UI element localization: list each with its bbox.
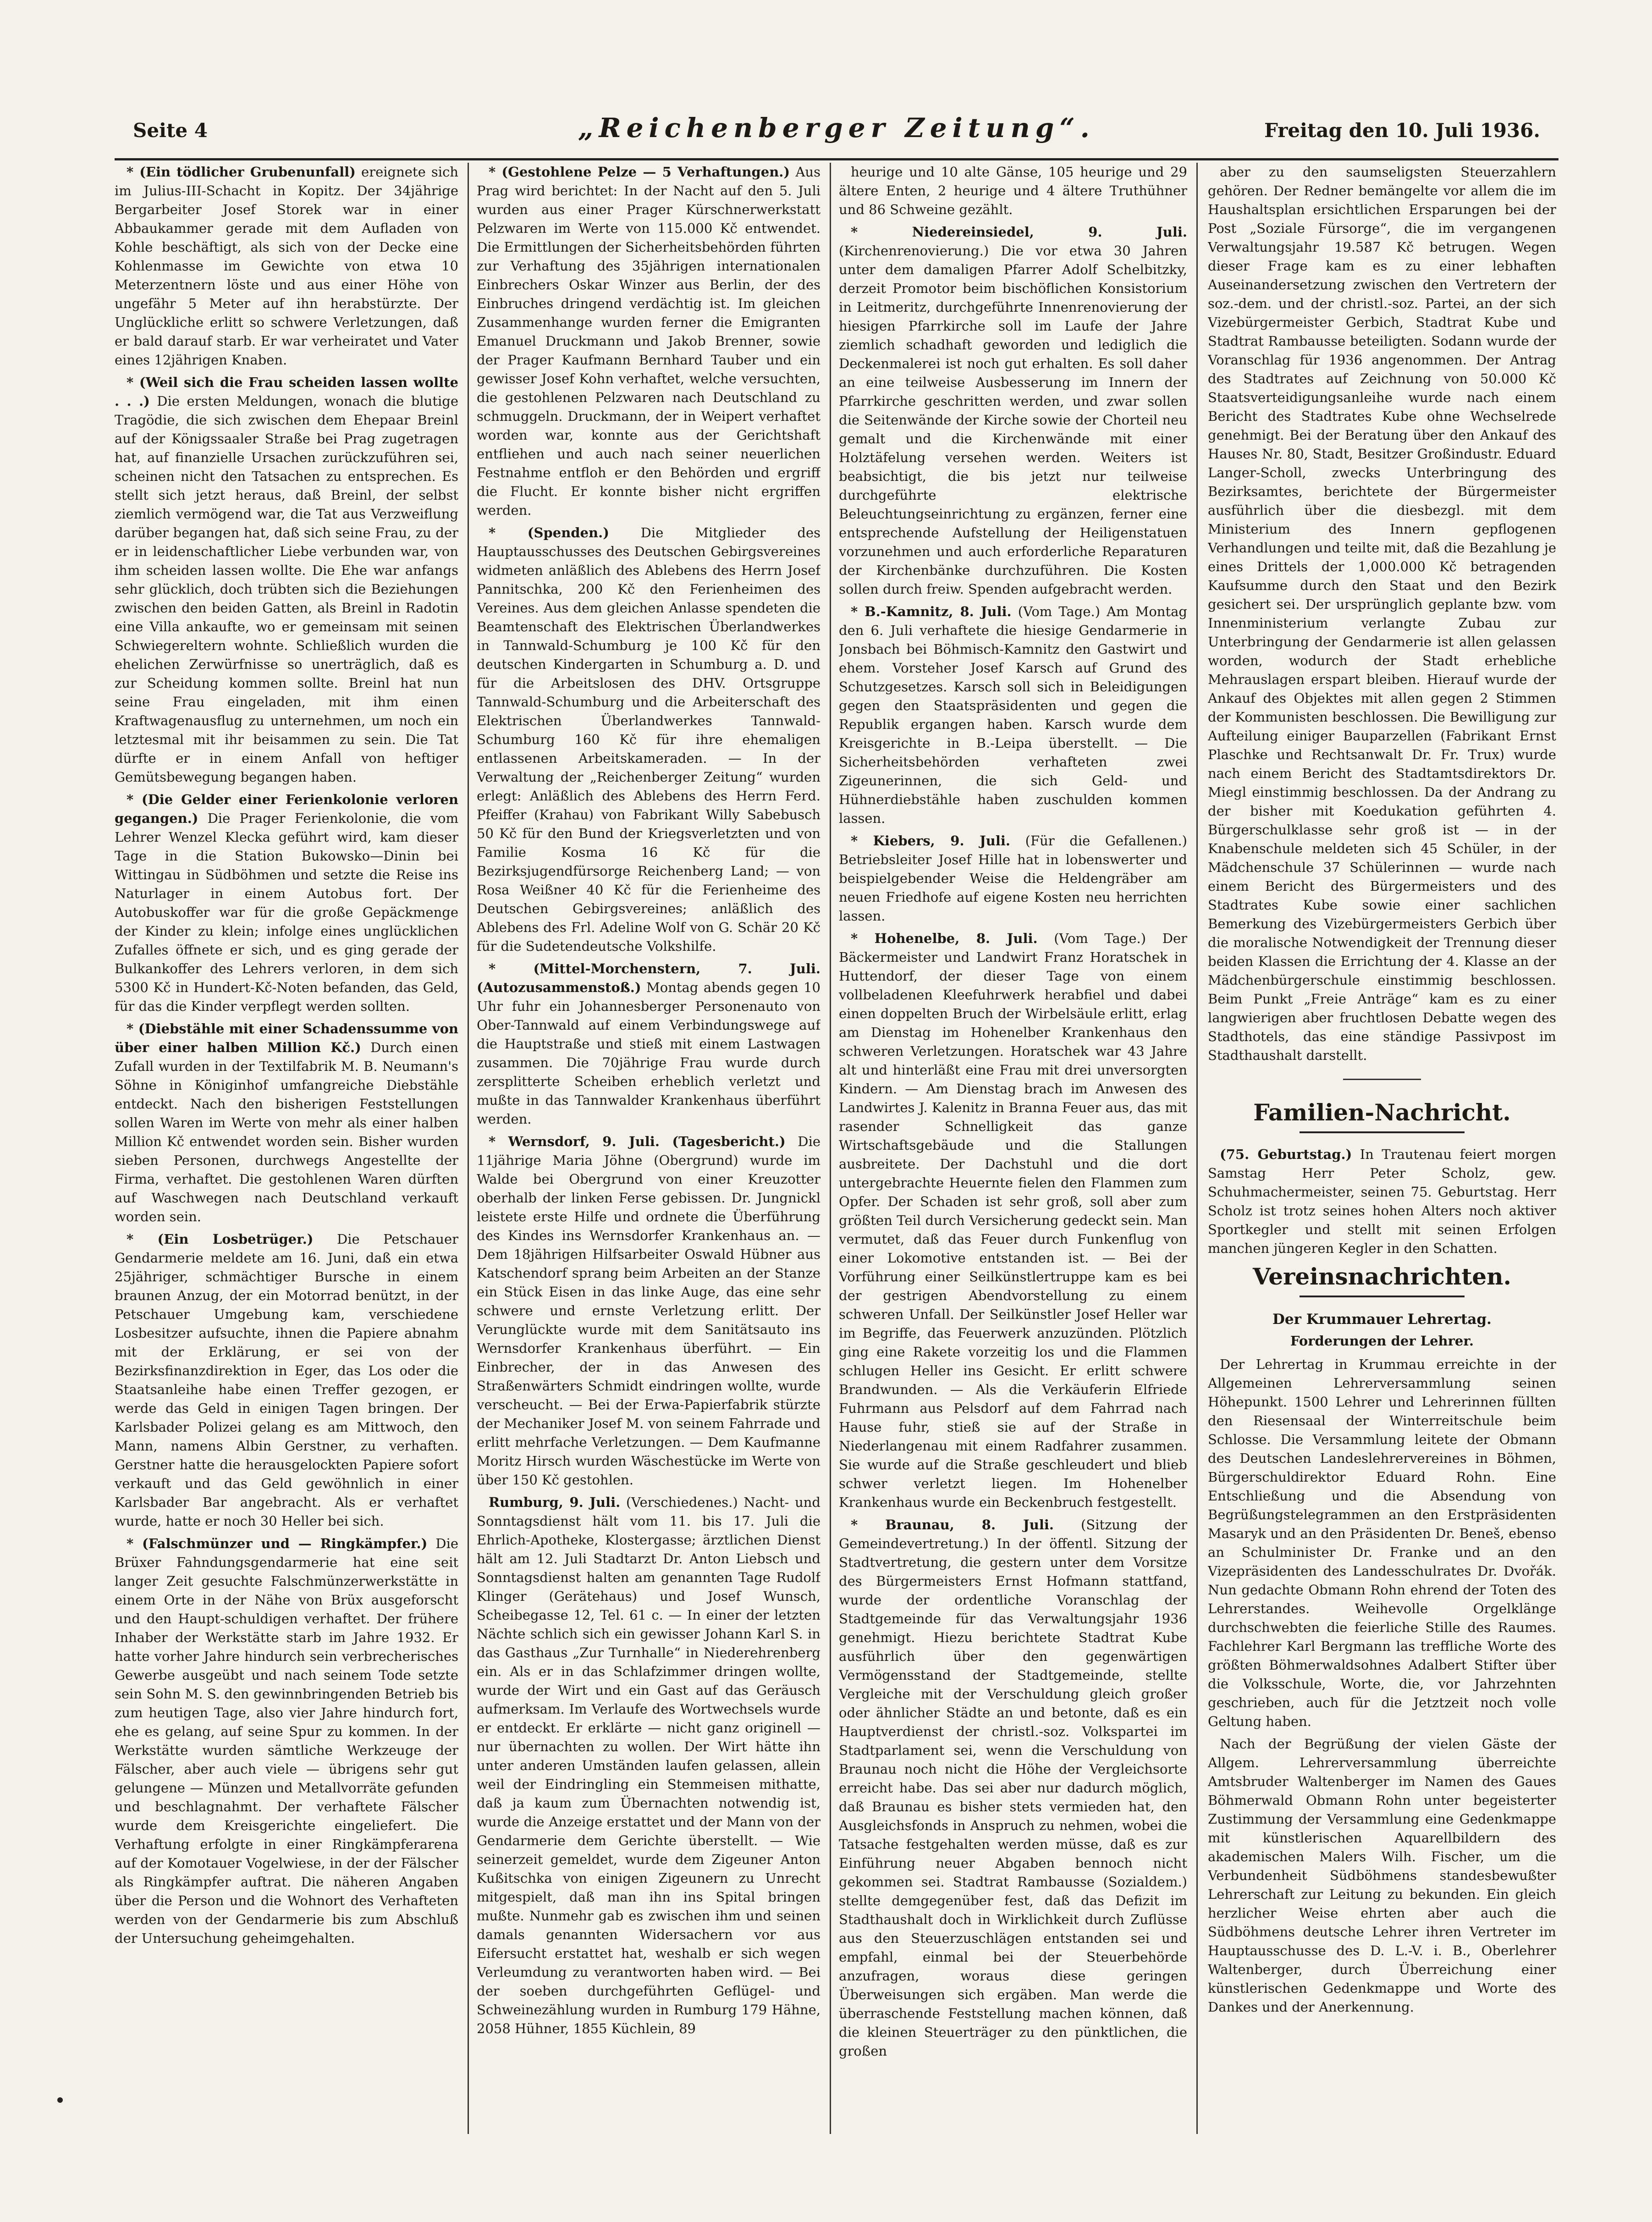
article-headline: * Niedereinsiedel, 9. Juli. (851, 224, 1187, 240)
column-divider (468, 163, 469, 2134)
column-4-news (1208, 163, 1556, 1065)
article-headline: * (Diebstähle mit einer Schadenssumme von über einer halben Million Kč.) (115, 1021, 458, 1055)
article-text: (Vom Tage.) Der Bäckermeister und Landwirt Franz Horatschek in Huttendorf, der dieser Tage von einem vollbeladenen Kleefuhrwerk herabfiel und dabei einen doppelten Bruch der Wirbelsäule erlitt, erlag am Dienstag im Hohenelber Krankenhaus den schweren Verletzungen. Horatschek war 43 Jahre alt und hinterläßt eine Frau mit drei unversorgten Kindern. — Am Dienstag brach im Anwesen des Landwirtes J. Kalenitz in Branna Feuer aus, das mit rasender Schnelligkeit das ganze Wirtschaftsgebäude und die Stallungen ausbreitete. Der Dachstuhl und die dort untergebrachte Heuernte fielen den Flammen zum Opfer. Der Schaden ist sehr groß, soll aber zum größten Teil durch Versicherung gedeckt sein. Man vermutet, daß das Feuer durch Funkenflug von einer Lokomotive entstanden ist. — Bei der Vorführung einer Seilkünstlertruppe kam es bei der gestrigen Abendvorstellung zu einem schweren Unfall. Der Seilkünstler Josef Heller war im Begriffe, das Feuerwerk anzuzünden. Plötzlich ging eine Rakete vorzeitig los und die Flammen schlugen Heller ins Gesicht. Er erlitt schwere Brandwunden. — Als die Verkäuferin Elfriede Fuhrmann aus Pelsdorf auf dem Fahrrad nach Hause fuhr, stieß sie auf der Straße in Niederlangenau mit einem Radfahrer zusammen. Sie wurde auf die Straße geschleudert und blieb schwer verletzt liegen. Im Hohenelber Krankenhaus wurde ein Beckenbruch festgestellt. (839, 931, 1187, 1510)
club-news-body (1208, 1355, 1556, 2017)
article-paragraph (115, 790, 458, 1016)
page-number: Seite 4 (133, 119, 208, 142)
family-news-paragraph (1208, 1145, 1556, 1258)
article-headline: * (Mittel-Morchenstern, 7. Juli. (Autozusammenstoß.) (477, 961, 820, 995)
column-1 (115, 163, 458, 2134)
article-headline: * B.-Kamnitz, 8. Juli. (851, 604, 1012, 619)
article-paragraph (477, 959, 820, 1129)
article-paragraph (115, 1534, 458, 1948)
article-text: Durch einen Zufall wurden in der Textilfabrik M. B. Neumann's Söhne in Königinhof umfangreiche Diebstähle entdeckt. Nach den bisherigen Feststellungen sollen Waren im Werte von mehr als einer halben Million Kč entwendet worden sein. Bisher wurden sieben Personen, durchwegs Angestellte der Firma, verhaftet. Die gestohlenen Waren dürften auf Waschwegen nach Deutschland verkauft worden sein. (115, 1040, 458, 1224)
article-text: (Verschiedenes.) Nacht- und Sonntagsdienst hält vom 11. bis 17. Juli die Ehrlich-Apotheke, Klostergasse; ärztlichen Dienst hält am 12. Juli Stadtarzt Dr. Anton Liebsch und Sonntagsdienst halten am genannten Tage Rudolf Klinger (Gerätehaus) und Josef Wunsch, Scheibegasse 12, Tel. 61 c. — In einer der letzten Nächte schlich sich ein gewisser Johann Karl S. in das Gasthaus „Zur Turnhalle“ in Niederehrenberg ein. Als er in das Schlafzimmer dringen wollte, wurde der Wirt und ein Gast auf das Geräusch aufmerksam. Im Verlaufe des Wortwechsels wurde er entdeckt. Er erklärte — nicht ganz originell — nur übernachten zu wollen. Der Wirt hätte ihn unter anderen Umständen laufen gelassen, allein weil der Eindringling ein Stemmeisen mithatte, daß ja kaum zum Übernachten notwendig ist, wurde die Anzeige erstattet und der Mann von der Gendarmerie dem Gerichte überstellt. — Wie seinerzeit gemeldet, wurde dem Zigeuner Anton Kußitschka von einigen Zigeunern zu Unrecht mitgespielt, daß man ihn ins Spital bringen mußte. Nunmehr gab es zwischen ihm und seinen damals genannten Widersachern vor aus Eifersucht erstattet hat, weshalb er sich wegen Verleumdung zu verantworten haben wird. — Bei der soeben durchgeführten Geflügel- und Schweinezählung wurden in Rumburg 179 Hähne, 2058 Hühner, 1855 Küchlein, 89 (477, 1494, 820, 2036)
newspaper-title: „Reichenberger Zeitung“. (578, 112, 1095, 143)
article-paragraph (477, 524, 820, 956)
article-headline: * (Weil sich die Frau scheiden lassen wollte . . .) (115, 375, 458, 409)
article-paragraph (477, 163, 820, 520)
article-text: (Kirchenrenovierung.) Die vor etwa 30 Jahren unter dem damaligen Pfarrer Adolf Schelbitzky, derzeit Promotor beim bischöflichen Konsistorium in Leitmeritz, durchgeführte Innenrenovierung der hiesigen Pfarrkirche soll im Laufe der Jahre ziemlich schadhaft geworden und lediglich die Deckenmalerei ist noch gut erhalten. Es soll daher an eine teilweise Ausbesserung im Innern der Pfarrkirche geschritten werden, und zwar sollen die Seitenwände der Kirche sowie der Chorteil neu gemalt und die Kirchenwände mit einer Holztäfelung versehen werden. Weiters ist beabsichtigt, die bis jetzt nur teilweise durchgeführte elektrische Beleuchtungseinrichtung zu ergänzen, ferner eine entsprechende Aufstellung der Heiligenstatuen vorzunehmen und auch erforderliche Reparaturen der Kirchenbänke durchzuführen. Die Kosten sollen durch freiw. Spenden aufgebracht werden. (839, 243, 1187, 597)
article-headline: * (Ein tödlicher Grubenunfall) (127, 164, 356, 180)
club-news-paragraph: Der Lehrertag in Krummau erreichte in der Allgemeinen Lehrerversammlung seinen Höhepunkt. 1500 Lehrer und Lehrerinnen füllten den Riesensaal der Winterreitschule beim Schlosse. Die Versammlung leitete der Obmann des Deutschen Landeslehrervereines in Böhmen, Bürgerschuldirektor Eduard Rohn. Eine Entschließung und die Absendung von Begrüßungstelegrammen an den Erstpräsidenten Masaryk und an den Präsidenten Dr. Beneš, ebenso an Schulminister Dr. Franke und an den Vizepräsidenten des Landesschulrates Dr. Dvořák. Nun gedachte Obmann Rohn ehrend der Toten des Lehrerstandes. Weihevolle Orgelklänge durchschwebten die feierliche Stille des Raumes. Fachlehrer Karl Bergmann las treffliche Worte des größten Böhmerwaldsohnes Adalbert Stifter über die Volksschule, Worte, die, vor Jahrzehnten geschrieben, auch für die Jetztzeit noch volle Geltung haben. (1208, 1356, 1556, 1729)
article-paragraph (477, 1493, 820, 2038)
article-headline: Rumburg, 9. Juli. (489, 1494, 621, 1510)
column-divider (830, 163, 831, 2134)
column-divider (1196, 163, 1198, 2134)
article-headline: * (Falschmünzer und — Ringkämpfer.) (127, 1536, 428, 1551)
article-text: heurige und 10 alte Gänse, 105 heurige und 29 ältere Enten, 2 heurige und 4 ältere Truthühner und 86 Schweine gezählt. (839, 164, 1187, 217)
club-news-subsubtitle: Forderungen der Lehrer. (1290, 1333, 1474, 1349)
article-paragraph (839, 929, 1187, 1512)
article-paragraph (839, 1516, 1187, 2061)
article-headline: * Wernsdorf, 9. Juli. (Tagesbericht.) (489, 1134, 786, 1149)
article-headline: * Braunau, 8. Juli. (851, 1517, 1054, 1533)
column-3 (839, 163, 1187, 2134)
article-text: aber zu den saumseligsten Steuerzahlern gehören. Der Redner bemängelte vor allem die im Haushaltsplan ersichtlichen Ersparungen bei der Post „Soziale Fürsorge“, die im vergangenen Verwaltungsjahr 19.587 Kč betrugen. Wegen dieser Frage kam es zu einer lebhaften Auseinandersetzung zwischen den Vertretern der soz.-dem. und der christl.-soz. Partei, an der sich Vizebürgermeister Gerbich, Stadtrat Kube und Stadtrat Rambausse beteiligten. Sodann wurde der Voranschlag für 1936 angenommen. Der Antrag des Stadtrates auf Zeichnung von 50.000 Kč Staatsverteidigungsanleihe wurde nach einem Bericht des Stadtrates Kube ohne Wechselrede genehmigt. Bei der Beratung über den Ankauf des Hauses Nr. 80, Stadt, Besitzer Großindustr. Eduard Langer-Scholl, zwecks Unterbringung des Bezirksamtes, berichtete der Bürgermeister ausführlich über die diesbezgl. mit dem Ministerium des Innern gepflogenen Verhandlungen und teilte mit, daß die Bezahlung je eines Drittels der 1,000.000 Kč betragenden Kaufsumme durch den Staat und den Bezirk gesichert sei. Der ursprünglich geplante bzw. vom Innenministerium verlangte Zubau zur Unterbringung der Gendarmerie ist allen gelassen worden, wodurch der Stadt erhebliche Mehrauslagen erspart bleiben. Hierauf wurde der Ankauf des Objektes mit allen gegen 2 Stimmen der Kommunisten beschlossen. Die Bewilligung zur Aufteilung einiger Bauparzellen (Fabrikant Ernst Plaschke und Rechtsanwalt Dr. Fr. Trux) wurde nach einem Bericht des Stadtamtsdirektors Dr. Miegl einstimmig beschlossen. Da der Andrang zu der bisher mit Koedukation geführten 4. Bürgerschulklasse sehr groß ist — in der Knabenschule meldeten sich 45 Schüler, in der Mädchenschule 37 Schülerinnen — wurde nach einem Bericht des Bürgermeisters und des Stadtrates Kube sowie einer sachlichen Bemerkung des Vizebürgermeisters Gerbich über die moralische Notwendigkeit der Trennung dieser beiden Klassen die Errichtung der 4. Klasse an der Mädchenbürgerschule einstimmig beschlossen. Beim Punkt „Freie Anträge“ kam es zu einer langwierigen aber fruchtlosen Debatte wegen des Stadthotels, das eine ständige Passivpost im Stadthaushalt darstellt. (1208, 164, 1556, 1063)
family-news-title: Familien-Nachricht. (1253, 1099, 1511, 1126)
article-headline: * Hohenelbe, 8. Juli. (851, 931, 1038, 946)
column-4 (1208, 163, 1556, 2134)
club-news-subtitle: Der Krummauer Lehrertag. (1272, 1311, 1492, 1328)
article-headline: * (Gestohlene Pelze — 5 Verhaftungen.) (489, 164, 790, 180)
article-text: ereignete sich im Julius-III-Schacht in Kopitz. Der 34jährige Bergarbeiter Josef Storek war in einer Abbaukammer gerade mit dem Aufladen von Kohle beschäftigt, als sich von der Decke eine Kohlenmasse im Gewichte von etwa 10 Meterzentnern löste und aus einer Höhe von ungefähr 5 Meter auf ihn herabstürzte. Der Unglückliche erlitt so schwere Verletzungen, daß er bald darauf starb. Er war verheiratet und Vater eines 12jährigen Knaben. (115, 164, 458, 368)
article-text: Die Petschauer Gendarmerie meldete am 16. Juni, daß ein etwa 25jähriger, schmächtiger Bursche in einem braunen Anzug, der ein Motorrad benützt, in der Petschauer Umgebung kam, verschiedene Losbesitzer aufsuchte, ihnen die Papiere abnahm mit der Erklärung, er sei von der Bezirksfinanzdirektion in Eger, das Los oder die Staatsanleihe habe einen Treffer gezogen, er werde das Geld in einigen Tagen bringen. Der Karlsbader Polizei gelang es am Mittwoch, den Mann, namens Albin Gerstner, zu verhaften. Gerstner hatte die herausgelockten Papiere sofort verkauft und das Geld gewöhnlich in einer Karlsbader Bar angebracht. Als er verhaftet wurde, hatte er noch 30 Heller bei sich. (115, 1231, 458, 1529)
article-text: (Vom Tage.) Am Montag den 6. Juli verhaftete die hiesige Gendarmerie in Jonsbach bei Böhmisch-Kamnitz den Gastwirt und ehem. Vorsteher Josef Karsch auf Grund des Schutzgesetzes. Karsch soll sich in Beleidigungen gegen den Staatspräsidenten und gegen die Republik ergangen haben. Karsch wurde dem Kreisgerichte in B.-Leipa überstellt. — Die Sicherheitsbehörden verhafteten zwei Zigeunerinnen, die sich Geld- und Hühnerdiebstähle haben zuschulden kommen lassen. (839, 604, 1187, 826)
article-paragraph (115, 163, 458, 369)
article-paragraph (115, 373, 458, 787)
article-text: Die Brüxer Fahndungsgendarmerie hat eine seit langer Zeit gesuchte Falschmünzerwerkstätte in einem Orte in der Nähe von Brüx ausgeforscht und den Haupt-schuldigen verhaftet. Der frühere Inhaber der Werkstätte starb im Jahre 1932. Er hatte vorher Jahre hindurch sein verbrecherisches Gewerbe ausgeübt und nach seinem Tode setzte sein Sohn M. S. den gewinnbringenden Betrieb bis zum heutigen Tage, also vier Jahre hindurch fort, ehe es gelang, auf seine Spur zu kommen. In der Werkstätte wurden sämtliche Werkzeuge der Fälscher, aber auch viele — übrigens sehr gut gelungene — Münzen und Metallvorräte gefunden und beschlagnahmt. Der verhaftete Fälscher wurde dem Kreisgerichte eingeliefert. Die Verhaftung erfolgte in einer Ringkämpferarena auf der Komotauer Vogelwiese, in der der Fälscher als Ringkämpfer auftrat. Die näheren Angaben über die Person und die Wohnort des Verhafteten werden von der Gendarmerie bis zum Abschluß der Untersuchung geheimgehalten. (115, 1536, 458, 1946)
club-news-paragraph: Nach der Begrüßung der vielen Gäste der Allgem. Lehrerversammlung überreichte Amtsbruder Waltenberger im Namen des Gaues Böhmerwald Obmann Rohn unter begeisterter Zustimmung der Versammlung eine Gedenkmappe mit künstlerischen Aquarellbildern des akademischen Malers Wilh. Fischer, um die Verbundenheit Südböhmens standesbewußter Lehrerschaft zur Leitung zu bekunden. Ein gleich herzlicher Weise ehrten aber auch die Südböhmens deutsche Lehrer ihren Vertreter im Hauptausschusse des D. L.-V. i. B., Oberlehrer Waltenberger, durch Überreichung einer künstlerischen Gedenkmappe und Worte des Dankes und der Anerkennung. (1208, 1736, 1556, 2015)
article-columns (115, 163, 1558, 2134)
article-text: Die Mitglieder des Hauptausschusses des Deutschen Gebirgsvereines widmeten anläßlich des Ablebens des Herrn Josef Pannitschka, 200 Kč den Ferienheimen des Vereines. Aus dem gleichen Anlasse spendeten die Beamtenschaft des Elektrischen Überlandwerkes in Tannwald-Schumburg je 100 Kč für den deutschen Kindergarten in Schumburg a. D. und für die Arbeitslosen des DHV. Ortsgruppe Tannwald-Schumburg und die Arbeiterschaft des Elektrischen Überlandwerkes Tannwald-Schumburg 160 Kč für ihre ehemaligen entlassenen Arbeitskameraden. — In der Verwaltung der „Reichenberger Zeitung“ wurden erlegt: Anläßlich des Ablebens des Herrn Ferd. Pfeiffer (Krahau) von Fabrikant Willy Sabebusch 50 Kč für den Bund der Kriegsverletzten und von Familie Kosma 16 Kč für die Bezirksjugendfürsorge Reichenberg Land; — von Rosa Weißner 40 Kč für die Ferienheime des Deutschen Gebirgsvereines; anläßlich des Ablebens des Frl. Adeline Wolf von G. Schär 20 Kč für die Sudetendeutsche Volkshilfe. (477, 525, 820, 954)
article-text: (Für die Gefallenen.) Betriebsleiter Josef Hille hat in lobenswerter und beispielgebender Weise die Heldengräber am neuen Friedhofe auf eigene Kosten neu herrichten lassen. (839, 833, 1187, 924)
article-paragraph (839, 163, 1187, 219)
article-paragraph (839, 832, 1187, 926)
article-text: (Sitzung der Gemeindevertretung.) In der öffentl. Sitzung der Stadtvertretung, die gestern unter dem Vorsitze des Bürgermeisters Ernst Hofmann stattfand, wurde der ordentliche Voranschlag der Stadtgemeinde für das Verwaltungsjahr 1936 genehmigt. Hiezu berichtete Stadtrat Kube ausführlich über den gegenwärtigen Vermögensstand der Stadtgemeinde, stellte Vergleiche mit der Verschuldung gleich großer oder ähnlicher Städte an und betonte, daß es ein Hauptverdienst der christl.-soz. Volkspartei im Stadtparlament sei, wenn die Verschuldung von Braunau noch nicht die Höhe der Vergleichsorte erreicht habe. Das sei aber nur dadurch möglich, daß Braunau es bisher stets vermieden hat, den Ausgleichsfonds in Anspruch zu nehmen, wobei die Tatsache festgehalten werden müsse, daß es zur Einführung neuer Abgaben bennoch nicht gekommen sei. Stadtrat Rambausse (Sozialdem.) stellte demgegenüber fest, daß das Defizit im Stadthaushalt doch in Wirklichkeit durch Zuflüsse aus den Steuerzuschlägen entstanden sei und empfahl, einmal bei der Steuerbehörde anzufragen, woraus diese geringen Überweisungen sich ergäben. Man werde die überraschende Feststellung machen können, daß die kleinen Steuerträger zu den pünktlichen, die großen (839, 1517, 1187, 2059)
article-headline: * (Spenden.) (489, 525, 609, 540)
article-text: Die 11jährige Maria Jöhne (Obergrund) wurde im Walde bei Obergrund von einer Kreuzotter oberhalb der linken Ferse gebissen. Dr. Jungnickl leistete erste Hilfe und ordnete die Überführung des Kindes ins Wernsdorfer Krankenhaus an. — Dem 18jährigen Hilfsarbeiter Oswald Hübner aus Katschendorf sprang beim Arbeiten an der Stanze ein Stück Eisen in das linke Auge, das eine sehr schwere und ernste Verletzung erlitt. Der Verunglückte wurde mit dem Sanitätsauto ins Wernsdorfer Krankenhaus überführt. — Ein Einbrecher, der in das Anwesen des Straßenwärters Schmidt eindringen wollte, wurde verscheucht. — Bei der Erwa-Papierfabrik stürzte der Mechaniker Josef M. von seinem Fahrrade und erlitt mehrfache Verletzungen. — Dem Kaufmanne Moritz Hirsch wurden Wäschestücke im Werte von über 150 Kč gestohlen. (477, 1134, 820, 1488)
issue-date: Freitag den 10. Juli 1936. (1264, 119, 1540, 142)
article-paragraph (115, 1020, 458, 1226)
title-underline (1300, 1296, 1465, 1297)
masthead (115, 103, 1558, 160)
article-text: Die Prager Ferienkolonie, die vom Lehrer Wenzel Klecka geführt wird, kam dieser Tage in die Station Bukowsko—Dinin bei Wittingau in Südböhmen und setzte die Reise ins Naturlager in einem Autobus fort. Der Autobuskoffer war für die große Gepäckmenge der Kinder zu klein; infolge eines unglücklichen Zufalles öffnete er sich, und es ging gerade der Bulkankoffer des Lehrers verloren, in dem sich 5300 Kč in Hundert-Kč-Noten befanden, das Geld, für das die Kinder verpflegt werden sollten. (115, 811, 458, 1014)
article-paragraph (839, 602, 1187, 828)
article-paragraph (1208, 163, 1556, 1065)
article-paragraph (839, 223, 1187, 599)
article-text: Aus Prag wird berichtet: In der Nacht auf den 5. Juli wurden aus einer Prager Kürschnerwerkstatt Pelzwaren im Werte von 115.000 Kč entwendet. Die Ermittlungen der Sicherheitsbehörden führten zur Verhaftung des 35jährigen internationalen Einbrechers Oskar Winzer aus Berlin, der des Einbruches dringend verdächtig ist. Im gleichen Zusammenhange wurden ferner die Emigranten Emanuel Druckmann und Jakob Brenner, sowie der Prager Kaufmann Bernhard Tauber und ein gewisser Josef Kohn verhaftet, welche versuchten, die gestohlenen Pelzwaren nach Deutschland zu schmuggeln. Druckmann, der in Weipert verhaftet worden war, konnte aus der Gerichtshaft entfliehen und auch nach seiner neuerlichen Festnahme entfloh er den Behörden und ergriff die Flucht. Er konnte bisher nicht ergriffen werden. (477, 164, 820, 518)
title-underline (1300, 1131, 1465, 1133)
article-paragraph (115, 1230, 458, 1531)
family-news-items (1208, 1145, 1556, 1258)
article-headline: (75. Geburtstag.) (1220, 1147, 1352, 1162)
article-text: Die ersten Meldungen, wonach die blutige Tragödie, die sich zwischen dem Ehepaar Breinl auf der Königssaaler Straße bei Prag zugetragen hat, auf finanzielle Ursachen zurückzuführen sei, scheinen nicht den Tatsachen zu entsprechen. Es stellt sich jetzt heraus, daß Breinl, der selbst ziemlich vermögend war, die Tat aus Verzweiflung darüber begangen hat, daß sich seine Frau, zu der er in leidenschaftlicher Liebe verbunden war, von ihm scheiden lassen wollte. Die Ehe war anfangs sehr glücklich, doch trübten sich die Beziehungen zwischen den beiden Gatten, als Breinl in Radotin eine Villa ankaufte, wo er gemeinsam mit seinen Schwiegereltern wohnte. Schließlich wurden die ehelichen Zerwürfnisse so unerträglich, daß es zur Scheidung kommen sollte. Breinl hat nun seine Frau eingeladen, mit ihm einen Kraftwagenausflug zu unternehmen, um noch ein letztesmal mit ihr beisammen zu sein. Die Tat dürfte er in einem Anfall von heftiger Gemütsbewegung begangen haben. (115, 393, 458, 785)
column-2 (477, 163, 820, 2134)
article-headline: * (Ein Losbetrüger.) (127, 1231, 314, 1247)
article-headline: * (Die Gelder einer Ferienkolonie verloren gegangen.) (115, 792, 458, 826)
club-news-title: Vereinsnachrichten. (1252, 1263, 1511, 1290)
section-separator (1343, 1079, 1421, 1080)
article-text: In Trautenau feiert morgen Samstag Herr Peter Scholz, gew. Schuhmachermeister, seinen 75. Geburtstag. Herr Scholz ist trotz seines hohen Alters noch aktiver Sportkegler und stellt mit seinen Erfolgen manchen jüngeren Kegler in den Schatten. (1208, 1147, 1556, 1256)
article-text: Montag abends gegen 10 Uhr fuhr ein Johannesberger Personenauto von Ober-Tannwald auf einem Verbindungswege auf die Hauptstraße und stieß mit einem Lastwagen zusammen. Die 70jährige Frau wurde durch zersplitterte Scheiben erheblich verletzt und mußte in das Tannwalder Krankenhaus überführt werden. (477, 980, 820, 1127)
article-headline: * Kiebers, 9. Juli. (851, 833, 1011, 849)
margin-dot (57, 2097, 63, 2103)
article-paragraph (477, 1132, 820, 1489)
